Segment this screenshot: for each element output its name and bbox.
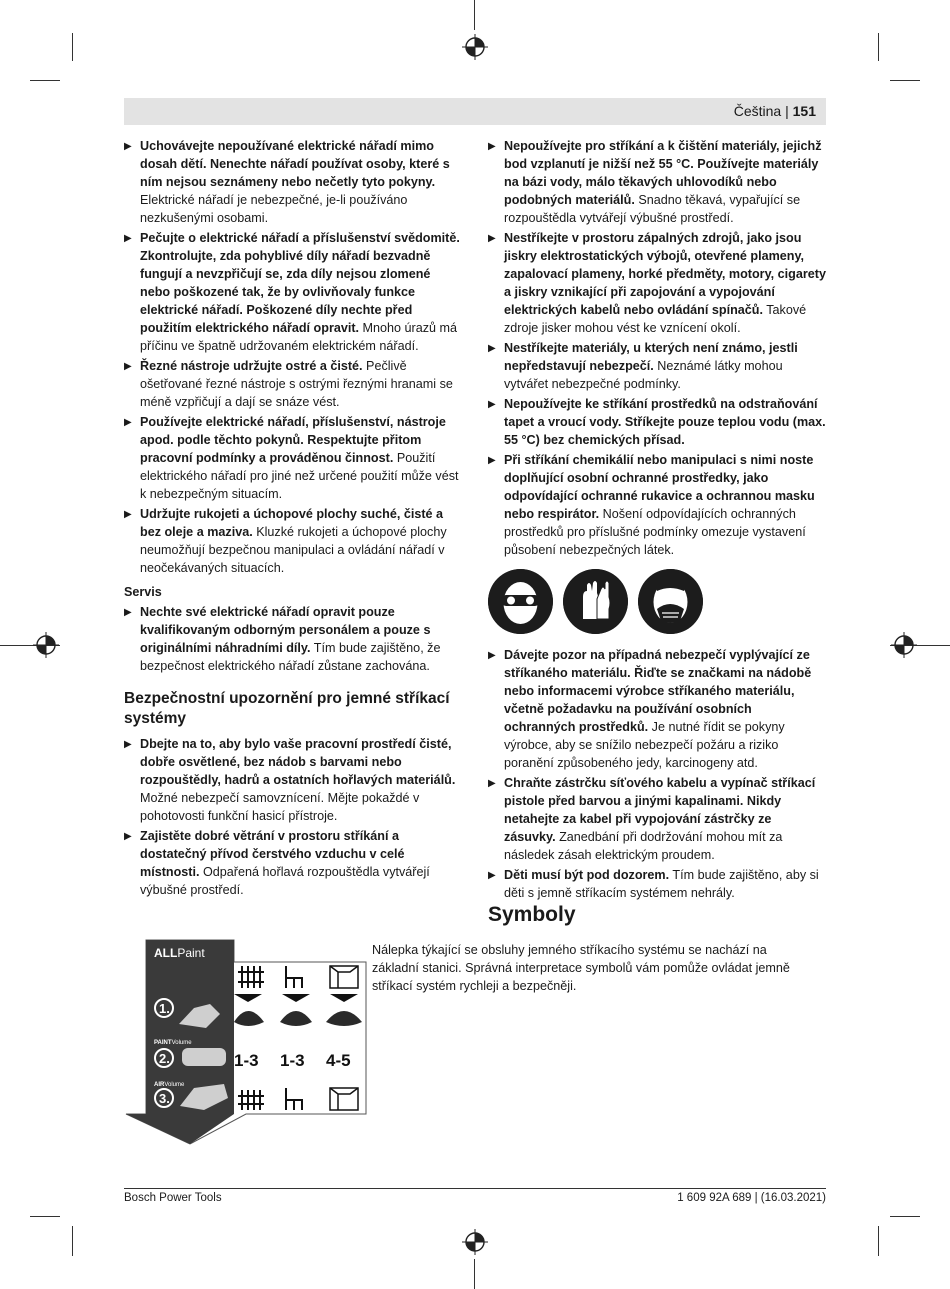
header-language-page: Čeština | 151	[733, 103, 816, 119]
paint-volume-label: PAINTVolume	[154, 1040, 192, 1046]
registration-mark-icon	[462, 34, 488, 60]
operating-sticker-figure	[124, 938, 368, 1148]
safety-item: ▶ Děti musí být pod dozorem. Tím bude zajištěno, aby si děti s jemně stříkacím systémem nehrály.	[488, 866, 826, 902]
safety-item: ▶ Při stříkání chemikálií nebo manipulaci s nimi noste doplňující osobní ochranné prostředky, jako odpovídající ochranné rukavice a ochrannou masku nebo respirátor. Nošení odpovídajících ochranných prostředků pro příslušné podmínky omezuje vystavení působení nebezpečných látek.	[488, 451, 826, 559]
safety-item: ▶ Pečujte o elektrické nářadí a příslušenství svědomitě. Zkontrolujte, zda pohyblivé díly nářadí bezvadně fungují a nevzpřičují se, zda díly nejsou zlomené nebo poškozené tak, že by ovlivňovaly funkce elektrické nářadí. Poškozené díly nechte před použitím elektrického nářadí opravit. Mnoho úrazů má příčinu ve špatně udržovaném elektrickém nářadí.	[124, 229, 462, 355]
servis-item: ▶ Nechte své elektrické nářadí opravit pouze kvalifikovaným odborným personálem a pouze s originálními náhradními díly. Tím bude zajištěno, že bezpečnost elektrického nářadí zůstane zachována.	[124, 603, 462, 675]
symbols-paragraph: Nálepka týkající se obsluhy jemného stříkacího systému se nachází na základní stanici. Správná interpretace symbolů vám pomůže ovládat jemně stříkací systém rychleji a bezpečněji.	[372, 943, 790, 993]
footer-doc-number: 1 609 92A 689 | (16.03.2021)	[677, 1192, 826, 1204]
svg-text:1.: 1.	[159, 1001, 170, 1016]
safety-item: ▶ Nestříkejte materiály, u kterých není známo, jestli nepředstavují nebezpečí. Neznámé látky mohou vytvářet nebezpečné podmínky.	[488, 339, 826, 393]
ppe-icons	[488, 569, 826, 634]
servis-heading: Servis	[124, 585, 162, 599]
safety-item: ▶ Chraňte zástrčku síťového kabelu a vypínač stříkací pistole před barvou a jinými kapalinami. Nikdy netahejte za kabel při vypojování zástrčky ze zásuvky. Zanedbání při dodržování mohou mít za následek zásah elektrickým proudem.	[488, 774, 826, 864]
svg-text:2.: 2.	[159, 1051, 170, 1066]
footer-brand: Bosch Power Tools	[124, 1192, 222, 1204]
safety-item: ▶ Nestříkejte v prostoru zápalných zdrojů, jako jsou jiskry elektrostatických výbojů, otevřené plameny, zapalovací plameny, horké předměty, motory, cigarety a jiskry vznikající při zapojování a vypojování elektrických kabelů nebo ovládání spínačů. Takové zdroje jisker mohou vést ke vznícení okolí.	[488, 229, 826, 337]
gloves-icon	[563, 569, 628, 634]
safety-item: ▶ Nepoužívejte pro stříkání a k čištění materiály, jejichž bod vzplanutí je nižší než 55 °C. Používejte materiály na bázi vody, málo těkavých uhlovodíků nebo podobných materiálů. Snadno těkavá, vypařující se rozpouštědla vytvářejí výbušné prostředí.	[488, 137, 826, 227]
registration-mark-icon	[891, 632, 917, 658]
paint-dial-illustration	[182, 1048, 226, 1066]
header-language: Čeština	[733, 103, 782, 119]
respirator-mask-icon	[638, 569, 703, 634]
sticker-brand: ALLPaint	[154, 946, 205, 960]
goggles-icon	[488, 569, 553, 634]
footer-rule	[124, 1188, 826, 1189]
safety-item: ▶ Zajistěte dobré větrání v prostoru stříkání a dostatečný přívod čerstvého vzduchu v celé místnosti. Odpařená hořlavá rozpouštědla vytvářejí výbušné prostředí.	[124, 827, 462, 899]
symbols-heading: Symboly	[488, 903, 576, 926]
page-number: 151	[792, 103, 816, 119]
safety-item: ▶ Nepoužívejte ke stříkání prostředků na odstraňování tapet a vroucí vody. Stříkejte pouze teplou vodu (max. 55 °C) bez chemických přísad.	[488, 395, 826, 449]
registration-mark-icon	[33, 632, 59, 658]
safety-item: ▶ Dbejte na to, aby bylo vaše pracovní prostředí čisté, dobře osvětlené, bez nádob s barvami nebo rozpouštědly, hadrů a ostatních hořlavých materiálů. Možné nebezpečí samovznícení. Mějte pokaždé v pohotovosti funkční hasicí přístroje.	[124, 735, 462, 825]
section-heading: Bezpečnostní upozornění pro jemné stříkací systémy	[124, 690, 450, 727]
svg-text:3.: 3.	[159, 1091, 170, 1106]
range-chair: 1-3	[280, 1051, 305, 1070]
safety-item: ▶ Udržujte rukojeti a úchopové plochy suché, čisté a bez oleje a maziva. Kluzké rukojeti a úchopové plochy neumožňují bezpečnou manipulaci a ovládání nářadí v neočekávaných situacích.	[124, 505, 462, 577]
safety-item: ▶ Uchovávejte nepoužívané elektrické nářadí mimo dosah dětí. Nenechte nářadí používat osoby, které s ním nejsou seznámeny nebo nečetly tyto pokyny. Elektrické nářadí je nebezpečné, je-li používáno nezkušenými osobami.	[124, 137, 462, 227]
left-column	[124, 137, 462, 901]
registration-mark-icon	[462, 1229, 488, 1255]
air-volume-label: AIRVolume	[154, 1082, 185, 1088]
safety-item: ▶ Používejte elektrické nářadí, příslušenství, nástroje apod. podle těchto pokynů. Respektujte přitom pracovní podmínky a prováděnou činnost. Použití elektrického nářadí pro jiné než určené použití může vést k nebezpečným situacím.	[124, 413, 462, 503]
range-fence: 1-3	[234, 1051, 259, 1070]
safety-item: ▶ Dávejte pozor na případná nebezpečí vyplývající ze stříkaného materiálu. Řiďte se značkami na nádobě nebo informacemi výrobce stříkaného materiálu, včetně požadavku na používání osobních ochranných prostředků. Je nutné řídit se pokyny výrobce, aby se snížilo nebezpečí požáru a riziko poranění způsobeného jedy, karcinogeny atd.	[488, 646, 826, 772]
range-room: 4-5	[326, 1051, 351, 1070]
step-2	[155, 1048, 226, 1067]
safety-item: ▶ Řezné nástroje udržujte ostré a čisté. Pečlivě ošetřované řezné nástroje s ostrými řeznými hranami se méně vzpřičují a dají se snáze vést.	[124, 357, 462, 411]
page-header	[124, 98, 826, 125]
right-column	[488, 137, 826, 904]
